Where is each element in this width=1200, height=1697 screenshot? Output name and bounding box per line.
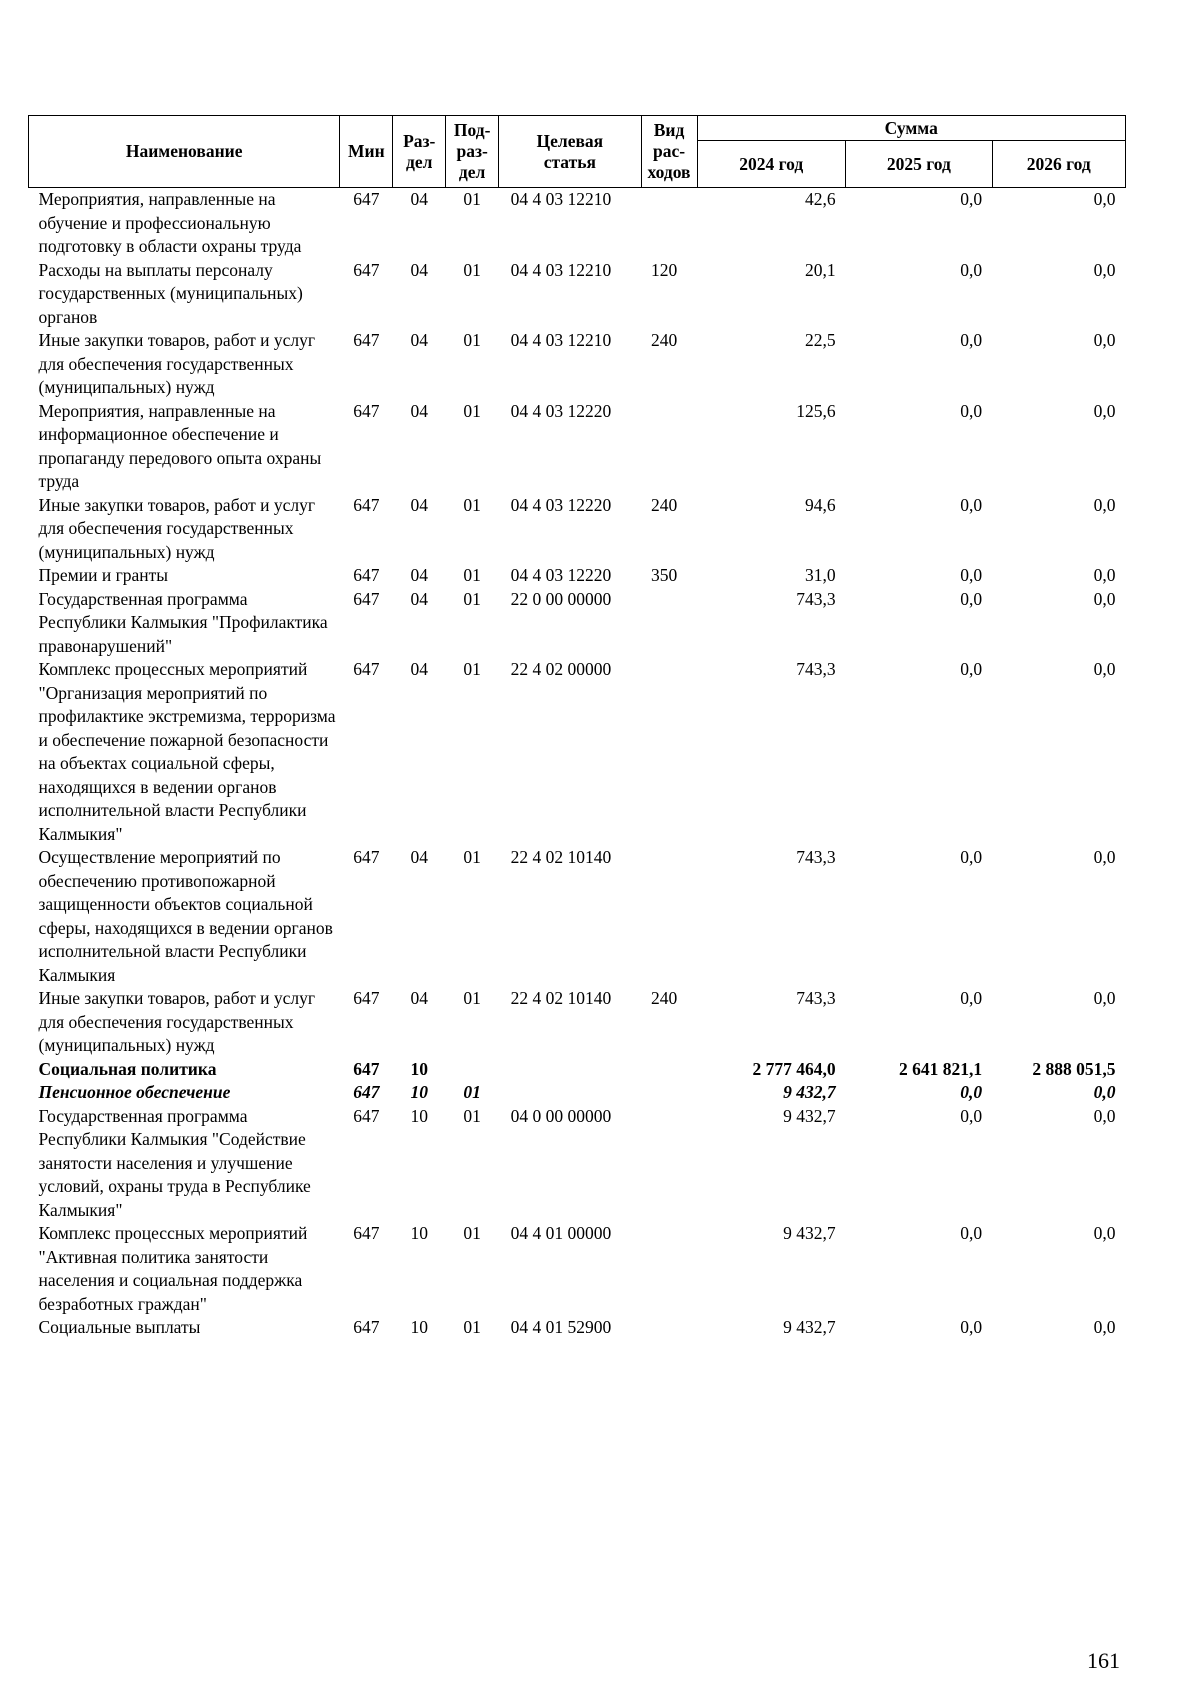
- cell-podrazdel: 01: [463, 847, 481, 867]
- cell-razdel: 04: [410, 189, 428, 209]
- cell-vid-rashodov: [641, 1105, 697, 1223]
- cell-sum-2026: 0,0: [1093, 565, 1116, 585]
- cell-sum-2024: 2 777 464,0: [752, 1058, 836, 1079]
- cell-sum-2025: 0,0: [960, 1105, 983, 1126]
- cell-sum-2024: 9 432,7: [783, 1105, 836, 1126]
- cell-razdel: 10: [410, 1317, 428, 1337]
- cell-sum-2024: 42,6: [804, 189, 836, 209]
- cell-celevaya-statya: 04 4 03 12220: [510, 565, 612, 585]
- cell-sum-2025: 0,0: [960, 1082, 983, 1102]
- cell-celevaya-statya: 22 4 02 10140: [510, 847, 612, 867]
- cell-sum-2024: 9 432,7: [783, 1082, 836, 1102]
- cell-sum-2024: 743,3: [796, 988, 836, 1008]
- cell-sum-2025: 2 641 821,1: [898, 1058, 983, 1079]
- cell-podrazdel: 01: [463, 189, 481, 209]
- cell-vid-rashodov: 240: [651, 330, 678, 350]
- cell-celevaya-statya: 22 4 02 00000: [510, 659, 612, 679]
- cell-name: Мероприятия, направленные на обучение и профессиональную подготовку в области охраны труда: [38, 189, 302, 256]
- cell-vid-rashodov: [641, 846, 697, 987]
- cell-name: Социальные выплаты: [38, 1317, 201, 1337]
- cell-sum-2025: 0,0: [960, 988, 983, 1008]
- table-body: [29, 188, 1126, 1340]
- cell-razdel: 10: [410, 1058, 428, 1079]
- cell-podrazdel: 01: [463, 565, 481, 585]
- budget-table: [28, 115, 1126, 1340]
- table-row: [29, 1058, 1126, 1082]
- table-row: [29, 987, 1126, 1058]
- header-min: Мин: [340, 116, 393, 188]
- cell-razdel: 10: [410, 1082, 428, 1102]
- cell-sum-2024: 31,0: [804, 565, 836, 585]
- cell-celevaya-statya: 04 4 01 00000: [510, 1223, 612, 1243]
- cell-celevaya-statya: 04 0 00 00000: [510, 1105, 612, 1126]
- cell-vid-rashodov: [641, 658, 697, 846]
- cell-sum-2026: 0,0: [1093, 659, 1116, 679]
- cell-vid-rashodov: [641, 1058, 697, 1082]
- cell-vid-rashodov: 350: [651, 565, 678, 585]
- cell-celevaya-statya: 04 4 03 12220: [510, 494, 612, 515]
- cell-podrazdel: 01: [463, 1082, 481, 1102]
- cell-sum-2024: 743,3: [796, 659, 836, 679]
- cell-name: Комплекс процессных мероприятий "Организация мероприятий по профилактике экстремизма, терроризма и обеспечение пожарной безопасности на объектах социальной сферы, находящихся в ведении органов исполнительной власти Республики Калмыкия": [38, 659, 336, 844]
- cell-celevaya-statya: 04 4 03 12210: [510, 330, 612, 350]
- cell-sum-2024: 94,6: [804, 494, 836, 515]
- cell-sum-2025: 0,0: [960, 400, 983, 421]
- cell-vid-rashodov: 240: [651, 988, 678, 1008]
- cell-podrazdel: 01: [463, 659, 481, 679]
- cell-sum-2026: 0,0: [1093, 988, 1116, 1008]
- header-2026: 2026 год: [992, 141, 1125, 188]
- cell-razdel: 04: [410, 259, 428, 280]
- cell-vid-rashodov: [641, 588, 697, 659]
- cell-sum-2026: 0,0: [1093, 1105, 1116, 1126]
- cell-name: Мероприятия, направленные на информационное обеспечение и пропаганду передового опыта охраны труда: [38, 400, 322, 491]
- cell-sum-2026: 0,0: [1093, 847, 1116, 867]
- cell-min: 647: [353, 1105, 380, 1126]
- cell-min: 647: [353, 330, 380, 350]
- table-row: [29, 188, 1126, 259]
- cell-sum-2026: 0,0: [1093, 189, 1116, 209]
- cell-sum-2024: 9 432,7: [783, 1223, 836, 1243]
- cell-min: 647: [353, 588, 380, 609]
- cell-vid-rashodov: 240: [651, 494, 678, 515]
- cell-sum-2026: 0,0: [1093, 494, 1116, 515]
- cell-vid-rashodov: [641, 1222, 697, 1316]
- cell-podrazdel: 01: [463, 494, 481, 515]
- cell-vid-rashodov: 120: [651, 259, 678, 280]
- cell-sum-2026: 0,0: [1093, 400, 1116, 421]
- cell-name: Иные закупки товаров, работ и услуг для обеспечения государственных (муниципальных) нужд: [38, 494, 316, 562]
- cell-name: Иные закупки товаров, работ и услуг для обеспечения государственных (муниципальных) нужд: [38, 330, 316, 397]
- cell-podrazdel: 01: [463, 259, 481, 280]
- cell-podrazdel: 01: [463, 1105, 481, 1126]
- cell-name: Осуществление мероприятий по обеспечению противопожарной защищенности объектов социальной сферы, находящихся в ведении органов исполнительной власти Республики Калмыкия: [38, 847, 333, 985]
- cell-min: 647: [353, 400, 380, 421]
- cell-razdel: 04: [410, 494, 428, 515]
- cell-razdel: 04: [410, 330, 428, 350]
- cell-celevaya-statya: 04 4 01 52900: [510, 1317, 612, 1337]
- cell-celevaya-statya: [499, 1058, 641, 1082]
- cell-name: Социальная политика: [38, 1058, 217, 1079]
- cell-razdel: 04: [410, 659, 428, 679]
- cell-sum-2026: 0,0: [1093, 588, 1116, 609]
- cell-min: 647: [353, 1058, 380, 1079]
- cell-min: 647: [353, 1317, 380, 1337]
- header-vid-rashodov: Вид рас- ходов: [641, 116, 697, 188]
- table-row: [29, 588, 1126, 659]
- cell-min: 647: [353, 565, 380, 585]
- cell-sum-2025: 0,0: [960, 259, 983, 280]
- cell-sum-2026: 0,0: [1093, 1082, 1116, 1102]
- cell-sum-2026: 2 888 051,5: [1032, 1058, 1116, 1079]
- cell-sum-2025: 0,0: [960, 588, 983, 609]
- page-number: 161: [1087, 1648, 1120, 1673]
- table-row: [29, 494, 1126, 565]
- cell-sum-2026: 0,0: [1093, 1317, 1116, 1337]
- cell-podrazdel: 01: [463, 588, 481, 609]
- cell-razdel: 04: [410, 588, 428, 609]
- cell-min: 647: [353, 189, 380, 209]
- cell-sum-2025: 0,0: [960, 847, 983, 867]
- table-row: [29, 400, 1126, 494]
- cell-celevaya-statya: 22 0 00 00000: [510, 588, 612, 609]
- header-summa: Сумма: [697, 116, 1126, 141]
- cell-sum-2025: 0,0: [960, 189, 983, 209]
- cell-min: 647: [353, 659, 380, 679]
- cell-min: 647: [353, 847, 380, 867]
- cell-sum-2025: 0,0: [960, 1223, 983, 1243]
- cell-podrazdel: 01: [463, 988, 481, 1008]
- cell-sum-2025: 0,0: [960, 659, 983, 679]
- cell-vid-rashodov: [641, 1081, 697, 1105]
- cell-sum-2024: 743,3: [796, 847, 836, 867]
- cell-sum-2024: 125,6: [796, 400, 836, 421]
- cell-name: Комплекс процессных мероприятий "Активная политика занятости населения и социальная поддержка безработных граждан": [38, 1223, 308, 1314]
- cell-sum-2024: 20,1: [804, 259, 836, 280]
- cell-min: 647: [353, 1223, 380, 1243]
- table-row: [29, 658, 1126, 846]
- cell-sum-2024: 22,5: [804, 330, 836, 350]
- cell-name: Пенсионное обеспечение: [38, 1082, 231, 1102]
- table-row: [29, 259, 1126, 330]
- cell-sum-2026: 0,0: [1093, 259, 1116, 280]
- cell-razdel: 04: [410, 400, 428, 421]
- cell-sum-2024: 9 432,7: [783, 1317, 836, 1337]
- cell-razdel: 04: [410, 565, 428, 585]
- header-podrazdel: Под- раз- дел: [446, 116, 499, 188]
- cell-min: 647: [353, 259, 380, 280]
- cell-sum-2025: 0,0: [960, 330, 983, 350]
- cell-celevaya-statya: 04 4 03 12210: [510, 189, 612, 209]
- cell-podrazdel: 01: [463, 1223, 481, 1243]
- cell-min: 647: [353, 494, 380, 515]
- cell-sum-2025: 0,0: [960, 494, 983, 515]
- table-row: [29, 846, 1126, 987]
- header-razdel: Раз- дел: [393, 116, 446, 188]
- table-row: [29, 1081, 1126, 1105]
- cell-name: Расходы на выплаты персоналу государственных (муниципальных) органов: [38, 259, 303, 327]
- cell-celevaya-statya: 22 4 02 10140: [510, 988, 612, 1008]
- cell-celevaya-statya: [499, 1081, 641, 1105]
- cell-vid-rashodov: [641, 400, 697, 494]
- header-celevaya-statya: Целевая статья: [499, 116, 641, 188]
- cell-podrazdel: 01: [463, 400, 481, 421]
- cell-celevaya-statya: 04 4 03 12220: [510, 400, 612, 421]
- cell-sum-2026: 0,0: [1093, 330, 1116, 350]
- cell-podrazdel: 01: [463, 1317, 481, 1337]
- cell-sum-2025: 0,0: [960, 565, 983, 585]
- header-name: Наименование: [29, 116, 340, 188]
- table-row: [29, 1316, 1126, 1340]
- table-row: [29, 564, 1126, 588]
- cell-vid-rashodov: [641, 188, 697, 259]
- cell-podrazdel: [446, 1058, 499, 1082]
- cell-vid-rashodov: [641, 1316, 697, 1340]
- cell-razdel: 04: [410, 847, 428, 867]
- cell-sum-2026: 0,0: [1093, 1223, 1116, 1243]
- cell-min: 647: [353, 1082, 380, 1102]
- table-row: [29, 1222, 1126, 1316]
- cell-name: Государственная программа Республики Калмыкия "Содействие занятости населения и улучшение условий, охраны труда в Республике Калмыкия": [38, 1105, 311, 1220]
- cell-razdel: 04: [410, 988, 428, 1008]
- table-row: [29, 1105, 1126, 1223]
- table-header: [29, 116, 1126, 188]
- header-2024: 2024 год: [697, 141, 846, 188]
- cell-razdel: 10: [410, 1105, 428, 1126]
- cell-min: 647: [353, 988, 380, 1008]
- cell-celevaya-statya: 04 4 03 12210: [510, 259, 612, 280]
- cell-name: Государственная программа Республики Калмыкия "Профилактика правонарушений": [38, 588, 328, 656]
- cell-sum-2025: 0,0: [960, 1317, 983, 1337]
- header-2025: 2025 год: [846, 141, 993, 188]
- cell-name: Иные закупки товаров, работ и услуг для обеспечения государственных (муниципальных) нужд: [38, 988, 316, 1055]
- cell-name: Премии и гранты: [38, 565, 169, 585]
- cell-podrazdel: 01: [463, 330, 481, 350]
- table-row: [29, 329, 1126, 400]
- cell-sum-2024: 743,3: [796, 588, 836, 609]
- cell-razdel: 10: [410, 1223, 428, 1243]
